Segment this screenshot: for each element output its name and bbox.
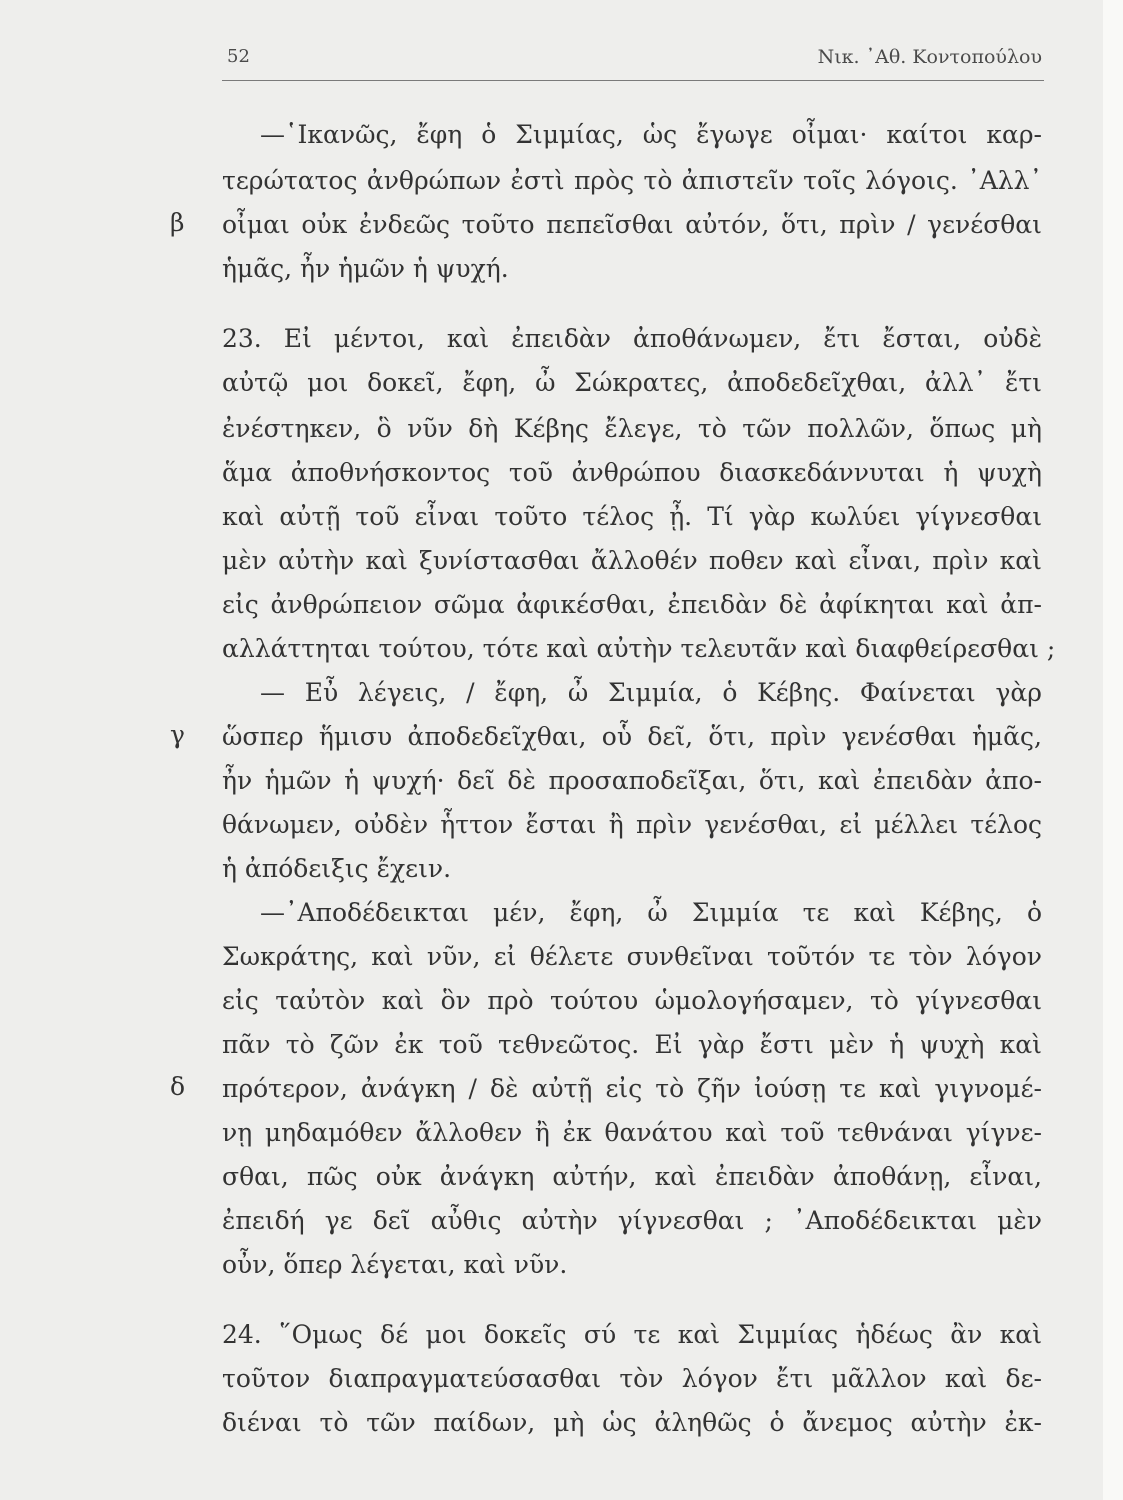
text-line: ἡμᾶς, ἦν ἡμῶν ἡ ψυχή. — [222, 254, 509, 283]
text-line: εἰς ταὐτὸν καὶ ὃν πρὸ τούτου ὡμολογήσαμεν, τὸ γίγνεσθαι — [222, 986, 1042, 1015]
text-line: —῾Ικανῶς, ἔφη ὁ Σιμμίας, ὡς ἔγωγε οἶμαι· καίτοι καρ- — [260, 120, 1042, 149]
margin-marker-beta: β — [170, 208, 185, 237]
margin-marker-gamma: γ — [170, 720, 185, 749]
text-line: ἡ ἀπόδειξις ἔχειν. — [222, 854, 452, 883]
text-line: θάνωμεν, οὐδὲν ἧττον ἔσται ἢ πρὶν γενέσθαι, εἰ μέλλει τέλος — [222, 810, 1042, 839]
text-line: πρότερον, ἀνάγκη / δὲ αὐτῇ εἰς τὸ ζῆν ἰούσῃ τε καὶ γιγνομέ- — [222, 1074, 1042, 1103]
text-line: τοῦτον διαπραγματεύσασθαι τὸν λόγον ἔτι μᾶλλον καὶ δε- — [222, 1364, 1042, 1393]
text-line: ὥσπερ ἥμισυ ἀποδεδεῖχθαι, οὗ δεῖ, ὅτι, πρὶν γενέσθαι ἡμᾶς, — [222, 722, 1042, 751]
text-line: σθαι, πῶς οὐκ ἀνάγκη αὐτήν, καὶ ἐπειδὰν ἀποθάνῃ, εἶναι, — [222, 1162, 1042, 1191]
page-edge — [1103, 0, 1123, 1500]
text-line: αὐτῷ μοι δοκεῖ, ἔφη, ὦ Σώκρατες, ἀποδεδεῖχθαι, ἀλλ᾿ ἔτι — [222, 368, 1042, 397]
text-line: ἐνέστηκεν, ὃ νῦν δὴ Κέβης ἔλεγε, τὸ τῶν πολλῶν, ὅπως μὴ — [222, 414, 1042, 443]
text-line: διέναι τὸ τῶν παίδων, μὴ ὡς ἀληθῶς ὁ ἄνεμος αὐτὴν ἐκ- — [222, 1408, 1042, 1437]
running-head-author: Νικ. ᾿Αθ. Κοντοπούλου — [817, 46, 1042, 68]
text-line: οἶμαι οὐκ ἐνδεῶς τοῦτο πεπεῖσθαι αὐτόν, ὅτι, πρὶν / γενέσθαι — [222, 210, 1042, 239]
text-line: καὶ αὐτῇ τοῦ εἶναι τοῦτο τέλος ᾖ. Τί γὰρ κωλύει γίγνεσθαι — [222, 502, 1042, 531]
text-line: εἰς ἀνθρώπειον σῶμα ἀφικέσθαι, ἐπειδὰν δὲ ἀφίκηται καὶ ἀπ- — [222, 590, 1042, 619]
text-line: — Εὖ λέγεις, / ἔφη, ὦ Σιμμία, ὁ Κέβης. Φαίνεται γὰρ — [260, 678, 1042, 707]
page-number: 52 — [227, 46, 250, 67]
margin-marker-delta: δ — [170, 1072, 186, 1101]
text-line: τερώτατος ἀνθρώπων ἐστὶ πρὸς τὸ ἀπιστεῖν τοῖς λόγοις. ᾿Αλλ᾿ — [222, 166, 1042, 195]
text-line: αλλάττηται τούτου, τότε καὶ αὐτὴν τελευτᾶν καὶ διαφθείρεσθαι ; — [222, 634, 1056, 663]
text-line: ἅμα ἀποθνήσκοντος τοῦ ἀνθρώπου διασκεδάννυται ἡ ψυχὴ — [222, 458, 1042, 487]
text-line: ἦν ἡμῶν ἡ ψυχή· δεῖ δὲ προσαποδεῖξαι, ὅτι, καὶ ἐπειδὰν ἀπο- — [222, 766, 1042, 795]
running-header — [222, 46, 1042, 72]
text-line: Σωκράτης, καὶ νῦν, εἰ θέλετε συνθεῖναι τοῦτόν τε τὸν λόγον — [222, 942, 1042, 971]
text-line: πᾶν τὸ ζῶν ἐκ τοῦ τεθνεῶτος. Εἰ γὰρ ἔστι μὲν ἡ ψυχὴ καὶ — [222, 1030, 1042, 1059]
text-line: 24. ῞Ομως δέ μοι δοκεῖς σύ τε καὶ Σιμμίας ἡδέως ἂν καὶ — [222, 1320, 1042, 1349]
header-rule — [222, 80, 1044, 81]
text-line: —᾿Αποδέδεικται μέν, ἔφη, ὦ Σιμμία τε καὶ Κέβης, ὁ — [260, 898, 1042, 927]
text-line: μὲν αὐτὴν καὶ ξυνίστασθαι ἄλλοθέν ποθεν καὶ εἶναι, πρὶν καὶ — [222, 546, 1042, 575]
text-line: νῃ μηδαμόθεν ἄλλοθεν ἢ ἐκ θανάτου καὶ τοῦ τεθνάναι γίγνε- — [222, 1118, 1042, 1147]
text-line: οὖν, ὅπερ λέγεται, καὶ νῦν. — [222, 1250, 568, 1279]
text-line: 23. Εἰ μέντοι, καὶ ἐπειδὰν ἀποθάνωμεν, ἔτι ἔσται, οὐδὲ — [222, 324, 1042, 353]
text-line: ἐπειδή γε δεῖ αὖθις αὐτὴν γίγνεσθαι ; ᾿Αποδέδεικται μὲν — [222, 1206, 1042, 1235]
